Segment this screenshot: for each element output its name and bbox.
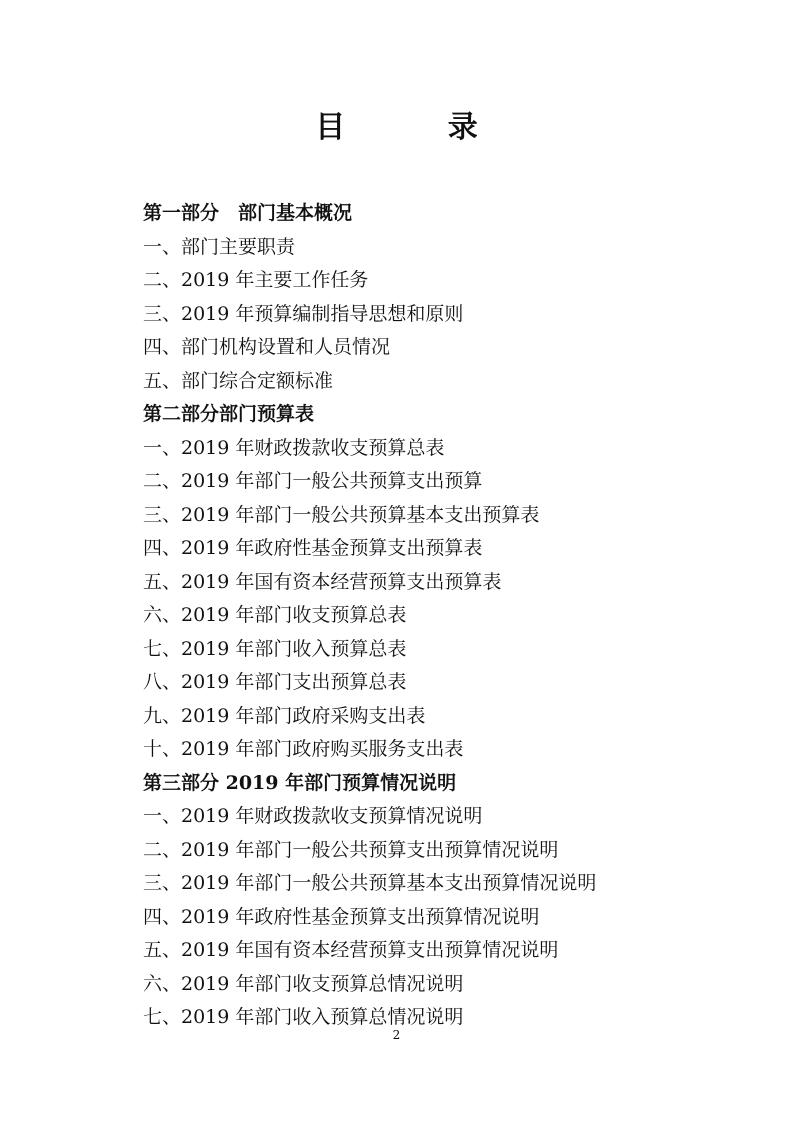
toc-item[interactable]: 一、2019 年财政拨款收支预算情况说明 bbox=[143, 805, 483, 827]
toc-item[interactable]: 三、2019 年预算编制指导思想和原则 bbox=[143, 302, 464, 325]
toc-item[interactable]: 七、2019 年部门收入预算总表 bbox=[143, 637, 407, 660]
table-of-contents bbox=[143, 197, 743, 1035]
toc-section-heading[interactable]: 第一部分 部门基本概况 bbox=[143, 202, 353, 224]
toc-item[interactable]: 一、部门主要职责 bbox=[143, 235, 296, 258]
toc-item[interactable]: 四、部门机构设置和人员情况 bbox=[143, 336, 391, 358]
toc-item[interactable]: 五、2019 年国有资本经营预算支出预算表 bbox=[143, 570, 502, 593]
toc-item[interactable]: 四、2019 年政府性基金预算支出预算情况说明 bbox=[143, 905, 540, 928]
page-title: 目 录 bbox=[315, 110, 524, 145]
toc-item[interactable]: 五、部门综合定额标准 bbox=[143, 369, 334, 392]
toc-item[interactable]: 二、2019 年部门一般公共预算支出预算 bbox=[143, 470, 483, 492]
toc-item[interactable]: 六、2019 年部门收支预算总表 bbox=[143, 604, 407, 626]
toc-item[interactable]: 七、2019 年部门收入预算总情况说明 bbox=[143, 1006, 464, 1028]
toc-item[interactable]: 八、2019 年部门支出预算总表 bbox=[143, 671, 407, 693]
toc-item[interactable]: 五、2019 年国有资本经营预算支出预算情况说明 bbox=[143, 939, 559, 961]
toc-section-heading[interactable]: 第二部分部门预算表 bbox=[143, 403, 315, 425]
toc-item[interactable]: 二、2019 年部门一般公共预算支出预算情况说明 bbox=[143, 838, 559, 861]
toc-item[interactable]: 一、2019 年财政拨款收支预算总表 bbox=[143, 436, 445, 459]
toc-item[interactable]: 二、2019 年主要工作任务 bbox=[143, 269, 369, 291]
toc-item[interactable]: 十、2019 年部门政府购买服务支出表 bbox=[143, 738, 464, 760]
toc-item[interactable]: 四、2019 年政府性基金预算支出预算表 bbox=[143, 537, 483, 559]
page-number: 2 bbox=[392, 1028, 401, 1042]
toc-item[interactable]: 六、2019 年部门收支预算总情况说明 bbox=[143, 972, 464, 995]
toc-item[interactable]: 九、2019 年部门政府采购支出表 bbox=[143, 704, 426, 727]
toc-item[interactable]: 三、2019 年部门一般公共预算基本支出预算表 bbox=[143, 503, 540, 526]
toc-item[interactable]: 三、2019 年部门一般公共预算基本支出预算情况说明 bbox=[143, 872, 597, 894]
toc-section-heading[interactable]: 第三部分 2019 年部门预算情况说明 bbox=[143, 771, 457, 794]
